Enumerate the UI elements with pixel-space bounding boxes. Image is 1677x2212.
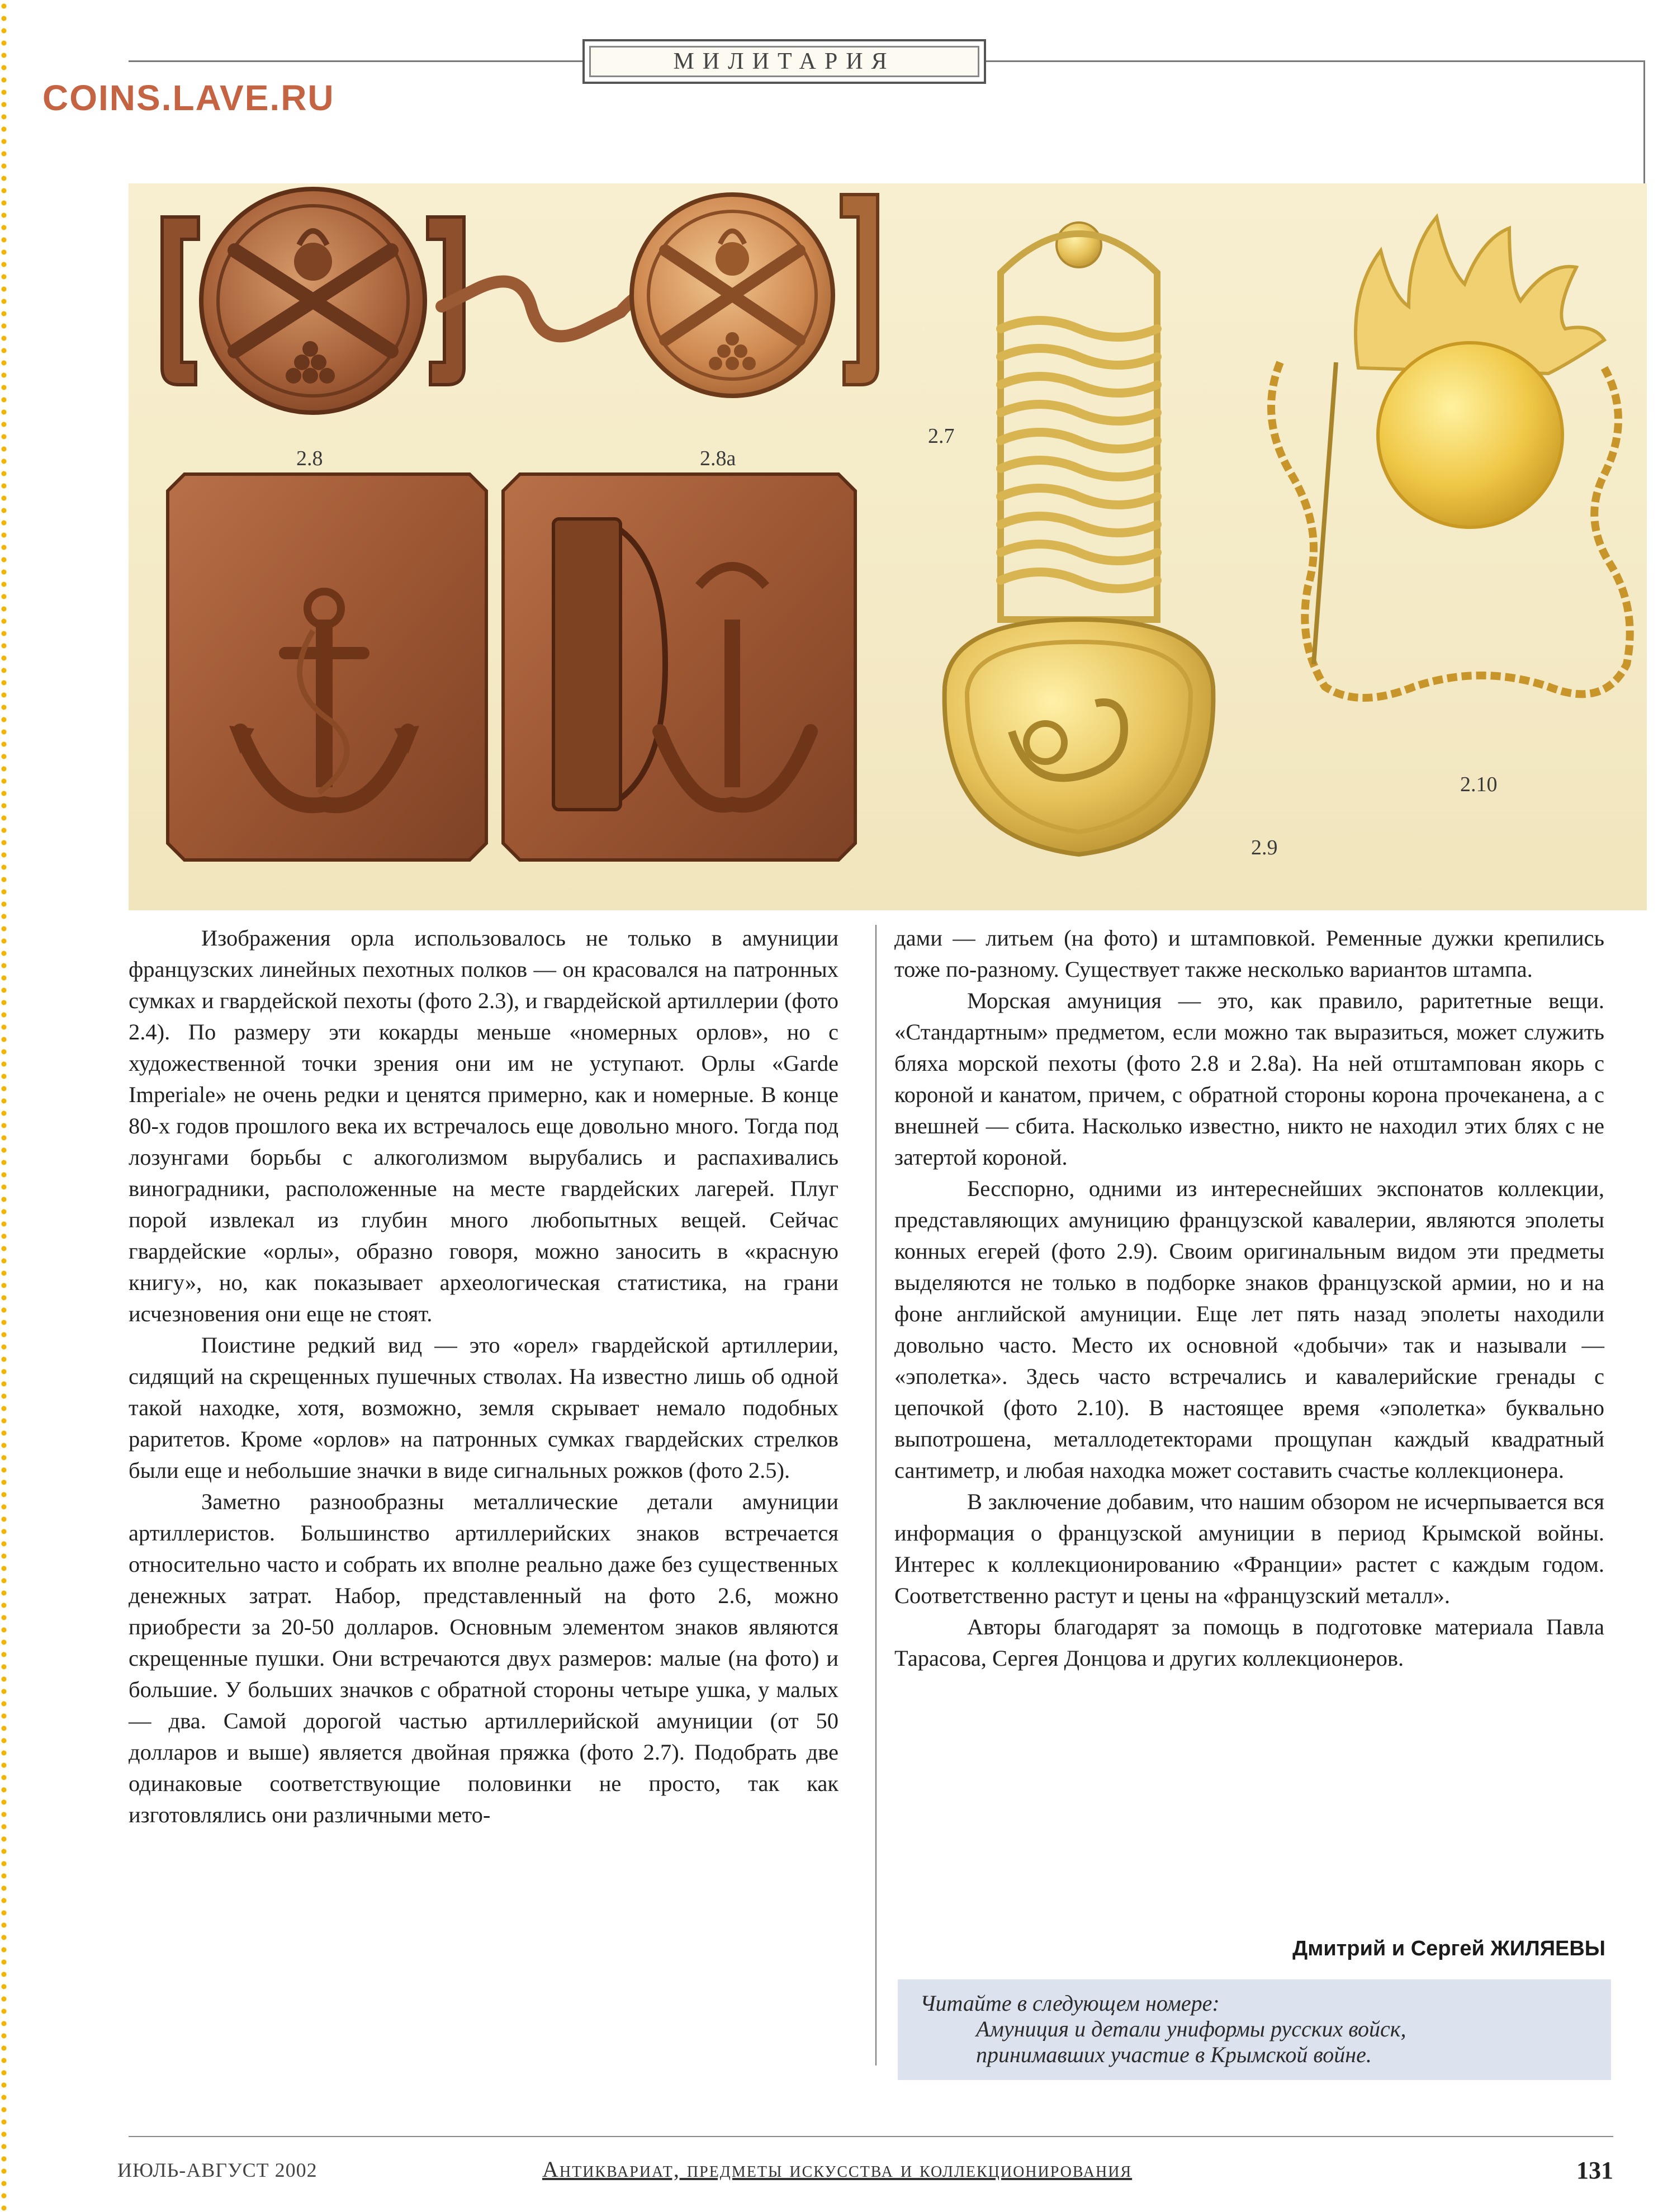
section-rubric: МИЛИТАРИЯ [582, 39, 986, 84]
caption-2-10: 2.10 [1460, 773, 1498, 796]
double-buckle-right [632, 195, 878, 396]
caption-2-8a: 2.8а [700, 447, 736, 470]
next-issue-heading: Читайте в следующем номере: [920, 1991, 1220, 2016]
article-column-right [894, 923, 1604, 1674]
artifact-illustrations [129, 183, 1647, 910]
caption-2-8: 2.8 [296, 447, 323, 470]
paragraph: Изображения орла использовалось не только в амуниции французских линейных пехотных полков — он красовался на патронных сумках и гвардейской пехоты (фото 2.3), и гвардейской артиллерии (фото 2.4). По размеру эти кокарды меньше «номерных орлов», но с художественной точки зрения они им не уступают. Орлы «Garde Imperiale» не очень редки и ценятся примерно, как и номерные. В конце 80-х годов прошлого века их встречалось еще довольно много. Тогда под лозунгами борьбы с алкоголизмом вырубались и распахивались виноградники, расположенные на месте гвардейских лагерей. Плуг порой извлекал из глубин много любопытных вещей. Сейчас гвардейские «орлы», образно говоря, можно заносить в «красную книгу», но, как показывает археологическая статистика, на грани исчезновения они еще не стоят. [129, 925, 839, 1326]
paragraph: В заключение добавим, что нашим обзором не исчерпывается вся информация о французской амуниции в период Крымской войны. Интерес к коллекционированию «Франции» растет с каждым годом. Соответственно растут и цены на «французский металл». [894, 1489, 1604, 1608]
marine-plate-back [503, 474, 855, 860]
cavalry-grenade [1271, 217, 1630, 698]
chasseur-epaulette [945, 223, 1214, 854]
article-column-left [129, 923, 839, 1831]
caption-2-7: 2.7 [928, 424, 955, 448]
footer-issue: ИЮЛЬ-АВГУСТ 2002 [117, 2159, 318, 2181]
column-divider [875, 925, 877, 2066]
next-issue-topic: принимавших участие в Крымской войне. [976, 2042, 1372, 2067]
page-number: 131 [1576, 2157, 1613, 2184]
paragraph: Морская амуниция — это, как правило, раритетные вещи. «Стандартным» предметом, если можно так выразиться, может служить бляха морской пехоты (фото 2.8 и 2.8а). На ней отштампован якорь с короной и канатом, причем, с обратной стороны корона прочеканена, а с внешней — сбита. Насколько известно, никто не находил этих блях с не затертой короной. [894, 988, 1604, 1170]
footer-journal-title: Антиквариат, предметы искусства и коллекционирования [542, 2157, 1133, 2182]
footer-rule [129, 2136, 1613, 2137]
site-watermark: COINS.LAVE.RU [42, 78, 335, 118]
article-authors: Дмитрий и Сергей ЖИЛЯЕВЫ [1292, 1937, 1605, 1960]
next-issue-box [898, 1979, 1611, 2080]
double-buckle-left [162, 189, 464, 413]
marine-plate-front [168, 474, 486, 860]
paragraph: Бесспорно, одними из интереснейших экспонатов коллекции, представляющих амуницию французской кавалерии, являются эполеты конных егерей (фото 2.9). Своим оригинальным видом эти предметы выделяются не только в подборке знаков французской армии, но и на фоне английской амуниции. Еще лет пять назад эполеты находили довольно часто. Место их основной «добычи» так и называли — «эполетка». Здесь часто встречались и кавалерийские гренады с цепочкой (фото 2.10). В настоящее время «эполетка» буквально выпотрошена, металлодетекторами прощупан каждый квадратный сантиметр, и любая находка может составить счастье коллекционера. [894, 1176, 1604, 1483]
s-hook [442, 281, 620, 336]
paragraph: Поистине редкий вид — это «орел» гвардейской артиллерии, сидящий на скрещенных пушечных стволах. На известно лишь об одной такой находке, хотя, возможно, земля скрывает немало подобных раритетов. Кроме «орлов» на патронных сумках гвардейских стрелков были еще и небольшие значки в виде сигнальных рожков (фото 2.5). [129, 1332, 839, 1483]
caption-2-9: 2.9 [1251, 836, 1278, 859]
photo-panel [129, 183, 1647, 910]
paragraph: Заметно разнообразны металлические детали амуниции артиллеристов. Большинство артиллерийских знаков встречается относительно часто и собрать их вполне реально даже без существенных денежных затрат. Набор, представленный на фото 2.6, можно приобрести за 20-50 долларов. Основным элементом знаков являются скрещенные пушки. Они встречаются двух размеров: малые (на фото) и большие. У больших значков с обратной стороны четыре ушка, у малых — два. Самой дорогой частью артиллерийской амуниции (от 50 долларов и выше) является двойная пряжка (фото 2.7). Подобрать две одинаковые соответствующие половинки не просто, так как изготовлялись они различными мето- [129, 1489, 839, 1827]
paragraph: дами — литьем (на фото) и штамповкой. Ременные дужки крепились тоже по-разному. Существует также несколько вариантов штампа. [894, 925, 1604, 982]
next-issue-topic: Амуниция и детали униформы русских войск, [976, 2016, 1406, 2041]
paragraph: Авторы благодарят за помощь в подготовке материала Павла Тарасова, Сергея Донцова и других коллекционеров. [894, 1614, 1604, 1671]
margin-dotted-line [0, 0, 8, 2212]
